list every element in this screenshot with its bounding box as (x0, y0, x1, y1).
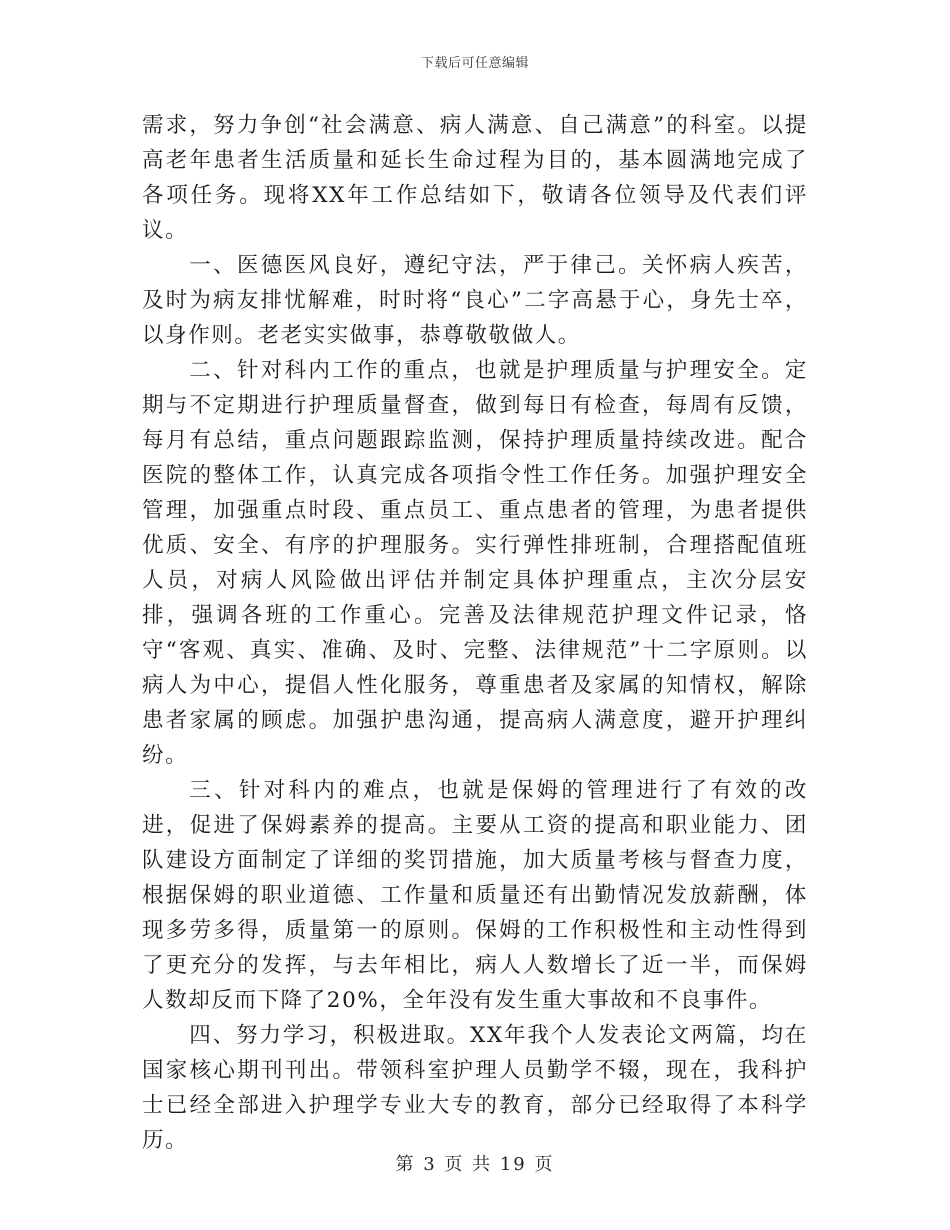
page-header: 下载后可任意编辑 (420, 56, 529, 71)
page-number-footer: 第 3 页 共 19 页 (395, 1154, 555, 1175)
paragraph-section-4: 四、努力学习，积极进取。XX年我个人发表论文两篇，均在国家核心期刊刊出。带领科室护理人员勤学不辍，现在，我科护士已经全部进入护理学专业大专的教育，部分已经取得了本科学历。 (142, 1023, 808, 1153)
paragraph-section-3: 三、针对科内的难点，也就是保姆的管理进行了有效的改进，促进了保姆素养的提高。主要从工资的提高和职业能力、团队建设方面制定了详细的奖罚措施，加大质量考核与督查力度，根据保姆的职业道德、工作量和质量还有出勤情况发放薪酬，体现多劳多得，质量第一的原则。保姆的工作积极性和主动性得到了更充分的发挥，与去年相比，病人人数增长了近一半，而保姆人数却反而下降了20%，全年没有发生重大事故和不良事件。 (142, 778, 808, 1013)
paragraph-section-2: 二、针对科内工作的重点，也就是护理质量与护理安全。定期与不定期进行护理质量督查，做到每日有检查，每周有反馈，每月有总结，重点问题跟踪监测，保持护理质量持续改进。配合医院的整体工作，认真完成各项指令性工作任务。加强护理安全管理，加强重点时段、重点员工、重点患者的管理，为患者提供优质、安全、有序的护理服务。实行弹性排班制，合理搭配值班人员，对病人风险做出评估并制定具体护理重点，主次分层安排，强调各班的工作重心。完善及法律规范护理文件记录，恪守“客观、真实、准确、及时、完整、法律规范”十二字原则。以病人为中心，提倡人性化服务，尊重患者及家属的知情权，解除患者家属的顾虑。加强护患沟通，提高病人满意度，避开护理纠纷。 (142, 358, 808, 768)
document-body (142, 108, 808, 1158)
paragraph-continuation: 需求，努力争创“社会满意、病人满意、自己满意”的科室。以提高老年患者生活质量和延长生命过程为目的，基本圆满地完成了各项任务。现将XX年工作总结如下，敬请各位领导及代表们评议。 (142, 113, 808, 243)
paragraph-section-1: 一、医德医风良好，遵纪守法，严于律己。关怀病人疾苦，及时为病友排忧解难，时时将“良心”二字高悬于心，身先士卒，以身作则。老老实实做事，恭尊敬敬做人。 (142, 253, 808, 348)
